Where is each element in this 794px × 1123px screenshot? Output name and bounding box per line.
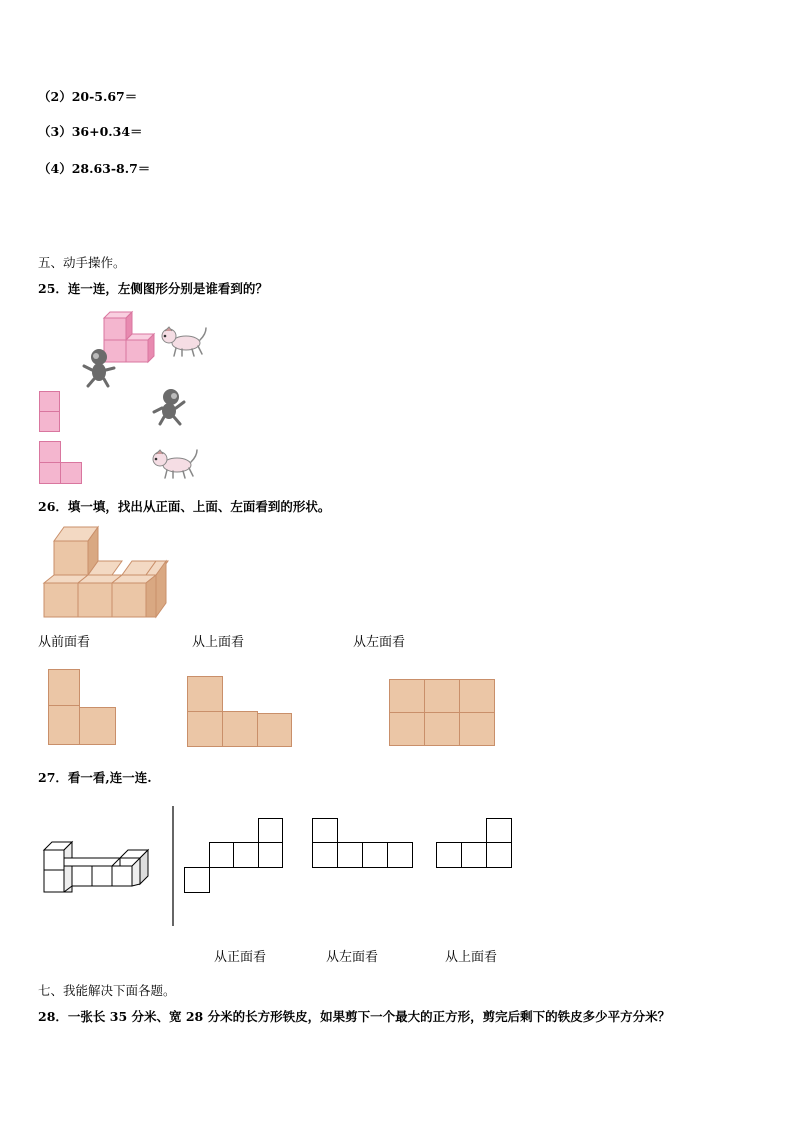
q25-shape-vertical	[39, 391, 61, 433]
problem-3: （3）36+0.34＝	[38, 124, 143, 139]
problem-2: （2）20-5.67＝	[38, 89, 138, 104]
dog-icon	[160, 326, 208, 358]
q27-view-top-label: 从上面看	[445, 950, 498, 965]
question-28: 28．一张长 35 分米、宽 28 分米的长方形铁皮，如果剪下一个最大的正方形，剪完后剩下的铁皮多少平方分米？	[38, 1009, 671, 1024]
question-26: 26．填一填，找出从正面、上面、左面看到的形状。	[38, 499, 331, 514]
q25-shape-l	[39, 441, 83, 484]
q26-cube-figure	[44, 527, 170, 619]
q26-front-view-shape	[48, 669, 118, 746]
problem-4: （4）28.63-8.7＝	[38, 161, 151, 176]
q27-divider-line	[172, 806, 174, 926]
monkey-icon	[152, 388, 186, 426]
q27-view-front-label: 从正面看	[214, 950, 267, 965]
monkey-icon	[82, 348, 116, 388]
q26-view-top-label: 从上面看	[192, 635, 245, 650]
q26-left-view-shape	[389, 679, 496, 747]
q27-shape-c	[436, 818, 514, 870]
q27-shape-b	[312, 818, 414, 870]
q27-shape-a	[184, 818, 284, 894]
question-25: 25．连一连，左侧图形分别是谁看到的？	[38, 281, 268, 296]
q27-view-left-label: 从左面看	[326, 950, 379, 965]
section-7-title: 七、我能解决下面各题。	[38, 983, 176, 998]
q26-view-front-label: 从前面看	[38, 635, 91, 650]
q26-view-left-label: 从左面看	[353, 635, 406, 650]
dog-icon	[150, 448, 200, 480]
question-27: 27．看一看,连一连.	[38, 770, 152, 785]
q27-cube-figure	[42, 840, 154, 896]
q26-top-view-shape	[187, 676, 293, 748]
section-5-title: 五、动手操作。	[38, 255, 126, 270]
